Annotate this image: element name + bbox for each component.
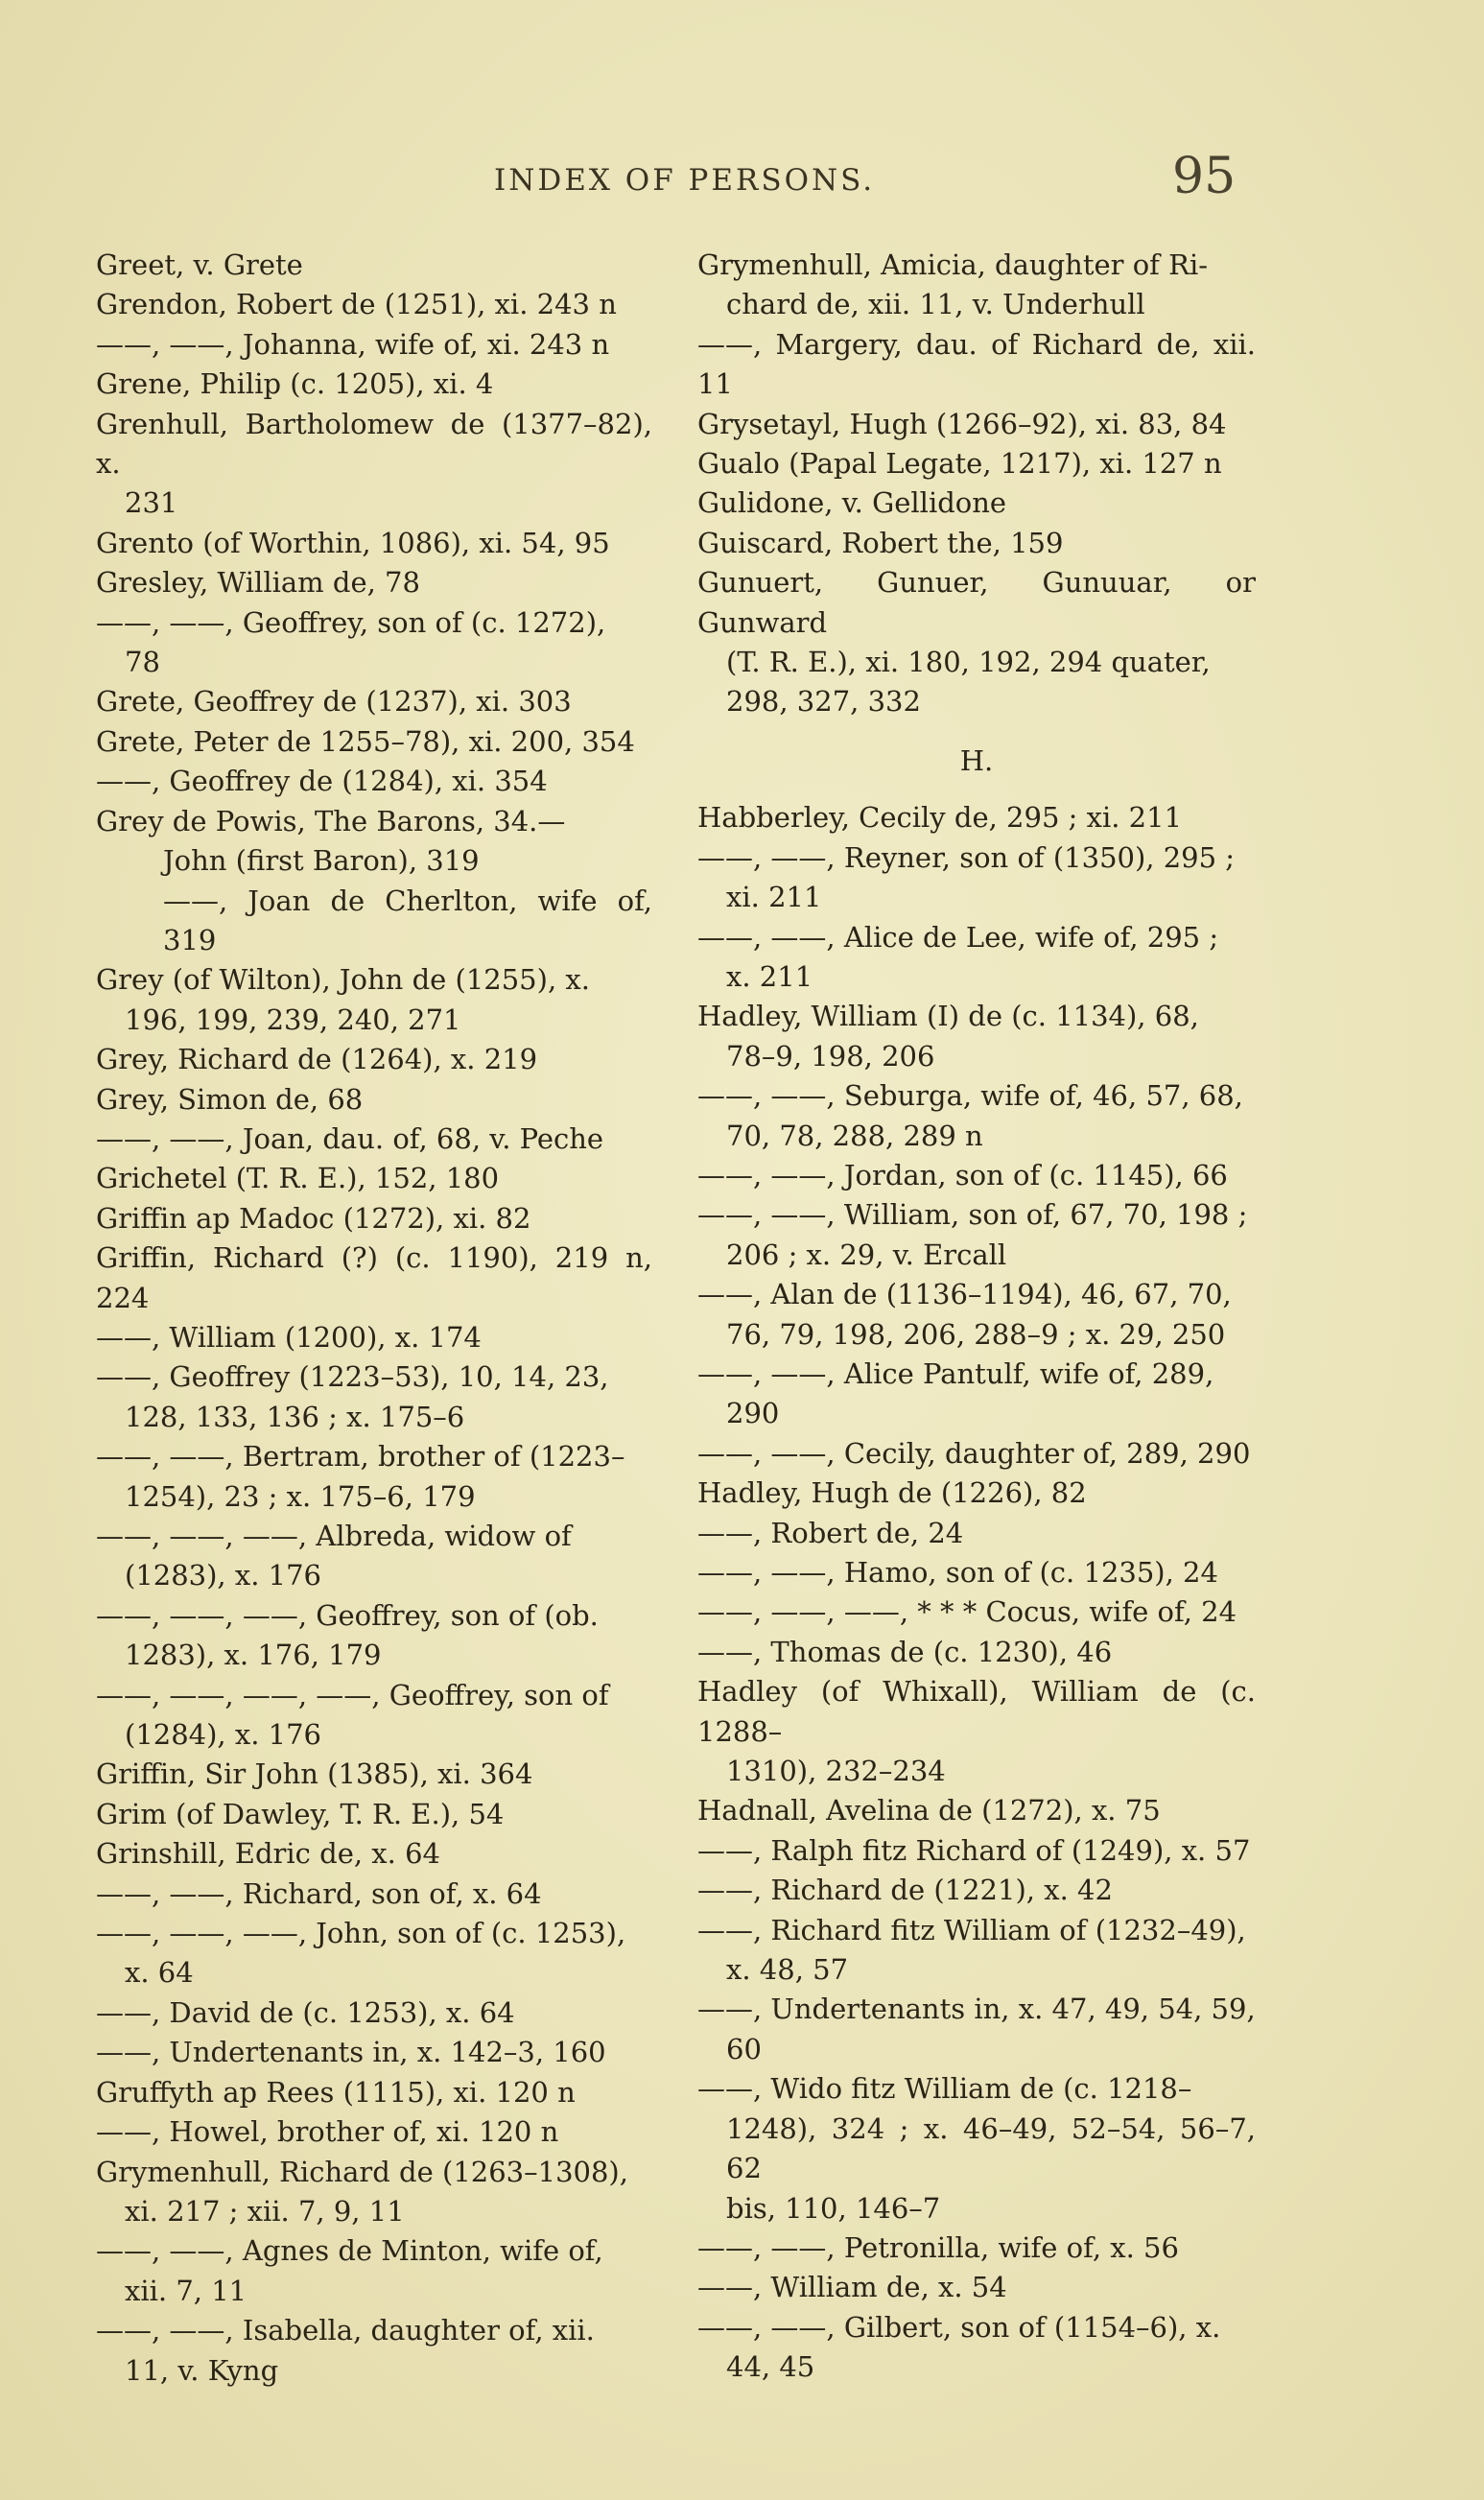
- index-line: 231: [125, 486, 178, 520]
- index-line: Gruffyth ap Rees (1115), xi. 120 n: [96, 2075, 576, 2109]
- index-line: ——, William (1200), x. 174: [96, 1320, 482, 1354]
- index-line: Grene, Philip (c. 1205), xi. 4: [96, 367, 494, 401]
- index-line: ——, Geoffrey (1223–53), 10, 14, 23,: [96, 1360, 609, 1394]
- index-line: Guiscard, Robert the, 159: [697, 526, 1064, 559]
- index-line: ——, ——, Bertram, brother of (1223–: [96, 1440, 625, 1474]
- index-line: ——, ——, William, son of, 67, 70, 198 ;: [697, 1198, 1248, 1232]
- index-line: (T. R. E.), xi. 180, 192, 294 quater,: [726, 646, 1211, 679]
- index-line: ——, Ralph fitz Richard of (1249), x. 57: [697, 1833, 1251, 1867]
- index-line: ——, Undertenants in, x. 142–3, 160: [96, 2036, 606, 2069]
- index-line: Gualo (Papal Legate, 1217), xi. 127 n: [697, 447, 1222, 481]
- index-line: Grinshill, Edric de, x. 64: [96, 1837, 440, 1871]
- index-line: ——, ——, Cecily, daughter of, 289, 290: [697, 1436, 1251, 1470]
- index-line: 128, 133, 136 ; x. 175–6: [125, 1400, 465, 1433]
- index-line: ——, ——, Gilbert, son of (1154–6), x.: [697, 2310, 1221, 2344]
- index-line: bis, 110, 146–7: [726, 2191, 941, 2225]
- index-line: ——, ——, Reyner, son of (1350), 295 ;: [697, 840, 1236, 874]
- index-line: chard de, xii. 11, v. Underhull: [726, 288, 1145, 321]
- index-line: 60: [726, 2032, 762, 2065]
- index-line: 290: [726, 1397, 780, 1430]
- index-line: x. 64: [125, 1956, 194, 1990]
- index-line: 11, v. Kyng: [125, 2353, 279, 2387]
- index-line: ——, Robert de, 24: [697, 1516, 964, 1549]
- index-line: Grey, Richard de (1264), x. 219: [96, 1043, 538, 1076]
- index-line: 44, 45: [726, 2350, 815, 2384]
- index-line: ——, Howel, brother of, xi. 120 n: [96, 2115, 559, 2149]
- index-line: ——, Richard de (1221), x. 42: [697, 1874, 1113, 1907]
- index-line: Gulidone, v. Gellidone: [697, 486, 1007, 520]
- index-line: ——, Margery, dau. of Richard de, xii. 11: [697, 327, 1256, 401]
- index-line: ——, ——, Isabella, daughter of, xii.: [96, 2314, 595, 2347]
- index-line: 298, 327, 332: [726, 685, 921, 719]
- index-line: ——, ——, Agnes de Minton, wife of,: [96, 2234, 603, 2268]
- g-entries: [697, 246, 1256, 722]
- index-line: ——, Alan de (1136–1194), 46, 67, 70,: [697, 1278, 1232, 1311]
- page-header: [0, 148, 1484, 221]
- index-line: ——, Joan de Cherlton, wife of, 319: [163, 884, 652, 956]
- index-line: ——, Richard fitz William of (1232–49),: [697, 1913, 1246, 1946]
- index-line: xi. 211: [726, 881, 822, 914]
- page-number: 95: [1172, 148, 1237, 205]
- index-line: x. 211: [726, 959, 813, 993]
- index-line: 206 ; x. 29, v. Ercall: [726, 1238, 1007, 1271]
- index-line: Greet, v. Grete: [96, 248, 303, 281]
- index-line: ——, David de (c. 1253), x. 64: [96, 1995, 515, 2029]
- index-line: ——, ——, ——, John, son of (c. 1253),: [96, 1917, 626, 1950]
- index-line: 1254), 23 ; x. 175–6, 179: [125, 1479, 476, 1513]
- index-line: ——, Geoffrey de (1284), xi. 354: [96, 765, 548, 798]
- index-line: ——, ——, ——, * * * Cocus, wife of, 24: [697, 1595, 1237, 1629]
- index-line: Grichetel (T. R. E.), 152, 180: [96, 1162, 500, 1195]
- index-line: ——, ——, Hamo, son of (c. 1235), 24: [697, 1556, 1218, 1589]
- index-line: Hadley, William (I) de (c. 1134), 68,: [697, 1000, 1199, 1033]
- index-line: 70, 78, 288, 289 n: [726, 1119, 983, 1152]
- index-line: Griffin, Richard (?) (c. 1190), 219 n, 224: [96, 1241, 652, 1314]
- index-line: xi. 217 ; xii. 7, 9, 11: [125, 2194, 405, 2228]
- index-line: ——, ——, ——, Geoffrey, son of (ob.: [96, 1598, 599, 1632]
- index-line: Habberley, Cecily de, 295 ; xi. 211: [697, 801, 1183, 835]
- index-line: Grim (of Dawley, T. R. E.), 54: [96, 1797, 505, 1830]
- index-line: Griffin ap Madoc (1272), xi. 82: [96, 1201, 531, 1235]
- index-line: Griffin, Sir John (1385), xi. 364: [96, 1757, 533, 1791]
- index-line: Grento (of Worthin, 1086), xi. 54, 95: [96, 526, 610, 559]
- index-line: ——, ——, Alice Pantulf, wife of, 289,: [697, 1356, 1214, 1390]
- index-line: Gresley, William de, 78: [96, 566, 420, 600]
- index-line: 76, 79, 198, 206, 288–9 ; x. 29, 250: [726, 1317, 1226, 1351]
- index-line: 1310), 232–234: [726, 1755, 946, 1788]
- index-line: xii. 7, 11: [125, 2274, 247, 2307]
- section-letter-h: H.: [959, 743, 994, 777]
- index-line: ——, Thomas de (c. 1230), 46: [697, 1635, 1113, 1668]
- index-line: ——, ——, Joan, dau. of, 68, v. Peche: [96, 1121, 604, 1155]
- index-line: Grenhull, Bartholomew de (1377–82), x.: [96, 407, 652, 481]
- index-line: Grey, Simon de, 68: [96, 1082, 364, 1116]
- index-line: John (first Baron), 319: [163, 844, 480, 878]
- running-head: INDEX OF PERSONS.: [494, 163, 876, 198]
- index-line: ——, ——, Jordan, son of (c. 1145), 66: [697, 1158, 1228, 1191]
- h-entries: [697, 798, 1256, 2387]
- index-line: ——, Undertenants in, x. 47, 49, 54, 59,: [697, 1993, 1256, 2026]
- index-line: ——, William de, x. 54: [697, 2271, 1007, 2304]
- index-line: Grey (of Wilton), John de (1255), x.: [96, 963, 590, 997]
- index-line: ——, Wido fitz William de (c. 1218–: [697, 2072, 1192, 2106]
- index-line: Hadley (of Whixall), William de (c. 1288–: [697, 1675, 1256, 1748]
- index-line: Grete, Geoffrey de (1237), xi. 303: [96, 685, 572, 719]
- index-line: 196, 199, 239, 240, 271: [125, 1002, 461, 1036]
- index-line: Grete, Peter de 1255–78), xi. 200, 354: [96, 724, 635, 758]
- index-line: (1283), x. 176: [125, 1559, 322, 1592]
- index-line: Hadley, Hugh de (1226), 82: [697, 1476, 1087, 1510]
- index-line: Grendon, Robert de (1251), xi. 243 n: [96, 288, 617, 321]
- index-line: Grysetayl, Hugh (1266–92), xi. 83, 84: [697, 407, 1227, 440]
- index-line: (1284), x. 176: [125, 1718, 322, 1752]
- index-line: Gunuert, Gunuer, Gunuuar, or Gunward: [697, 566, 1256, 639]
- index-line: ——, ——, Johanna, wife of, xi. 243 n: [96, 327, 610, 361]
- index-line: x. 48, 57: [726, 1953, 849, 1987]
- index-line: 1248), 324 ; x. 46–49, 52–54, 56–7, 62: [726, 2111, 1256, 2185]
- index-line: ——, ——, ——, ——, Geoffrey, son of: [96, 1678, 609, 1711]
- index-line: Grey de Powis, The Barons, 34.—: [96, 804, 566, 837]
- left-column: [96, 246, 652, 2391]
- index-line: 78: [125, 646, 160, 679]
- index-line: ——, ——, Geoffrey, son of (c. 1272),: [96, 605, 606, 639]
- index-line: Grymenhull, Richard de (1263–1308),: [96, 2155, 628, 2188]
- index-line: ——, ——, Petronilla, wife of, x. 56: [697, 2230, 1179, 2264]
- index-line: Hadnall, Avelina de (1272), x. 75: [697, 1794, 1161, 1828]
- index-line: ——, ——, Alice de Lee, wife of, 295 ;: [697, 920, 1219, 954]
- index-line: ——, ——, Richard, son of, x. 64: [96, 1876, 542, 1910]
- index-line: 78–9, 198, 206: [726, 1039, 935, 1073]
- right-column: [697, 246, 1256, 2388]
- index-line: Grymenhull, Amicia, daughter of Ri-: [697, 248, 1209, 281]
- index-line: ——, ——, Seburga, wife of, 46, 57, 68,: [697, 1079, 1243, 1113]
- index-line: 1283), x. 176, 179: [125, 1639, 382, 1672]
- index-line: ——, ——, ——, Albreda, widow of: [96, 1520, 572, 1552]
